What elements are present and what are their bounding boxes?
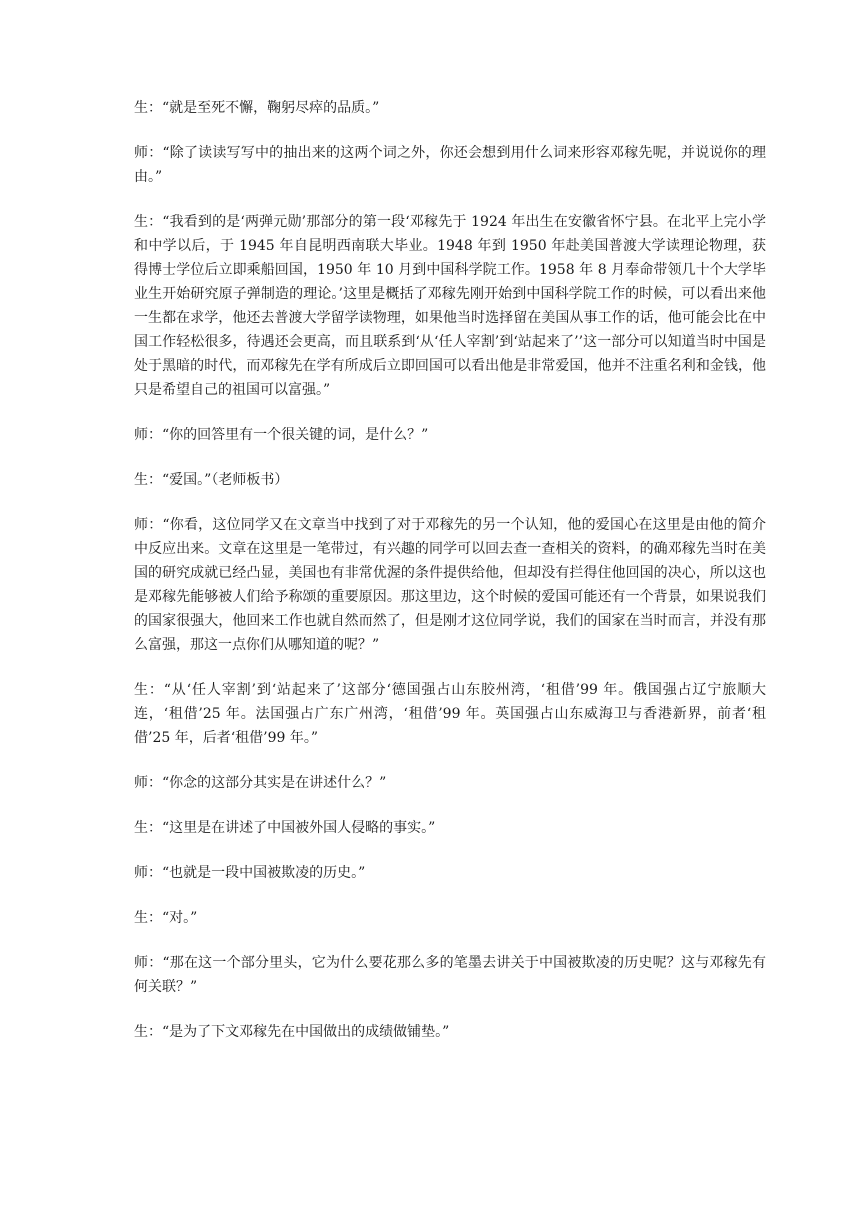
dialogue-paragraph: 师：“也就是一段中国被欺凌的历史。” xyxy=(134,865,366,881)
dialogue-paragraph: 师：“你的回答里有一个很关键的词，是什么？” xyxy=(134,427,429,443)
dialogue-paragraph: 生：“从‘任人宰割’到‘站起来了’这部分‘德国强占山东胶州湾，‘租借’99 年。俄国强占辽宁旅顺大连，‘租借’25 年。法国强占广东广州湾，‘租借’99 年。英国强占山东威海卫与香港新界，前者‘租借’25 年，后者‘租借’99 年。” xyxy=(134,682,766,746)
dialogue-paragraph: 师：“你念的这部分其实是在讲述什么？” xyxy=(134,775,387,791)
document-page xyxy=(134,96,766,1065)
dialogue-paragraph: 生：“爱国。”（老师板书） xyxy=(134,472,289,488)
dialogue-paragraph: 生：“我看到的是‘两弹元勋’那部分的第一段‘邓稼先于 1924 年出生在安徽省怀宁县。在北平上完小学和中学以后，于 1945 年自昆明西南联大毕业。1948 年到 1950 年赴美国普渡大学读理论物理，获得博士学位后立即乘船回国，1950 年 10 月到中国科学院工作。1958 年 8 月奉命带领几十个大学毕业生开始研究原子弹制造的理论。’这里是概括了邓稼先刚开始到中国科学院工作的时候，可以看出来他一生都在求学，他还去普渡大学留学读物理，如果他当时选择留在美国从事工作的话，他可能会比在中国工作轻松很多，待遇还会更高，而且联系到‘从‘任人宰割’到‘站起来了’’这一部分可以知道当时中国是处于黑暗的时代，而邓稼先在学有所成后立即回国可以看出他是非常爱国，他并不注重名利和金钱，他只是希望自己的祖国可以富强。” xyxy=(134,214,766,398)
dialogue-paragraph: 生：“这里是在讲述了中国被外国人侵略的事实。” xyxy=(134,820,436,836)
dialogue-paragraph: 生：“对。” xyxy=(134,910,198,926)
dialogue-paragraph: 生：“就是至死不懈，鞠躬尽瘁的品质。” xyxy=(134,100,380,116)
dialogue-paragraph: 生：“是为了下文邓稼先在中国做出的成绩做铺垫。” xyxy=(134,1024,450,1040)
dialogue-paragraph: 师：“除了读读写写中的抽出来的这两个词之外，你还会想到用什么词来形容邓稼先呢，并说说你的理由。” xyxy=(134,145,766,185)
dialogue-paragraph: 师：“你看，这位同学又在文章当中找到了对于邓稼先的另一个认知，他的爱国心在这里是由他的简介中反应出来。文章在这里是一笔带过，有兴趣的同学可以回去查一查相关的资料，的确邓稼先当时在美国的研究成就已经凸显，美国也有非常优渥的条件提供给他，但却没有拦得住他回国的决心，所以这也是邓稼先能够被人们给予称颂的重要原因。那这里边，这个时候的爱国可能还有一个背景，如果说我们的国家很强大，他回来工作也就自然而然了，但是刚才这位同学说，我们的国家在当时而言，并没有那么富强，那这一点你们从哪知道的呢？” xyxy=(134,517,766,653)
dialogue-paragraph: 师：“那在这一个部分里头，它为什么要花那么多的笔墨去讲关于中国被欺凌的历史呢？这与邓稼先有何关联？” xyxy=(134,955,766,995)
